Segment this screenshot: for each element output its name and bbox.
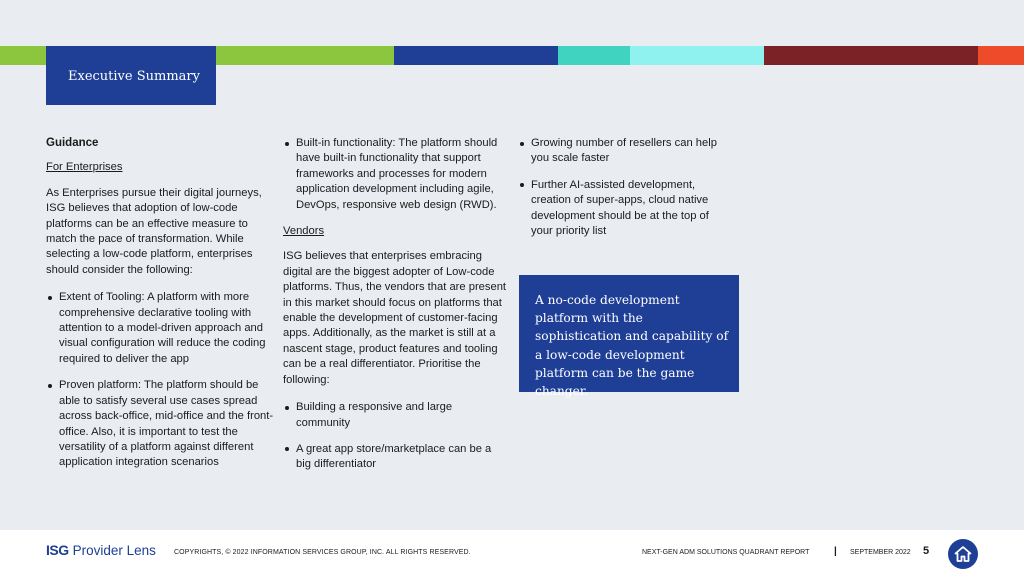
color-segment-maroon <box>764 46 978 65</box>
callout-text: A no-code development platform with the sophistication and capability of a low-code development platform can be the game changer. <box>535 293 729 399</box>
enterprises-subheading: For Enterprises <box>46 161 123 174</box>
report-title: NEXT-GEN ADM SOLUTIONS QUADRANT REPORT <box>642 549 810 556</box>
vendors-subheading: Vendors <box>283 225 325 238</box>
color-segment-blue <box>394 46 558 65</box>
section-title: Executive Summary <box>68 69 200 84</box>
vendors-bullet-list <box>283 400 507 473</box>
column-guidance <box>46 136 274 482</box>
color-segment-red <box>978 46 1024 65</box>
section-title-tab <box>46 46 216 105</box>
report-date: SEPTEMBER 2022 <box>850 549 911 556</box>
column-priorities <box>518 136 733 250</box>
list-item: Built-in functionality: The platform should have built-in functionality that support frameworks and processes for modern application development including agile, DevOps, responsive web design (RWD). <box>283 136 507 213</box>
enterprises-paragraph: As Enterprises pursue their digital journeys, ISG believes that adoption of low-code platforms can be an effective measure to match the pace of transformation. While selecting a low-code platform, enterprises should consider the following: <box>46 186 262 276</box>
list-item: Proven platform: The platform should be able to satisfy several use cases spread across back-office, mid-office and the front-office. Also, it is important to test the versatility of a platform against different application integration scenarios <box>46 378 274 470</box>
column-vendors <box>283 136 507 484</box>
footer-divider: | <box>834 546 837 557</box>
footer <box>0 530 1024 576</box>
isg-provider-lens-logo <box>46 542 156 558</box>
enterprises-bullet-list <box>46 290 274 470</box>
vendors-paragraph: ISG believes that enterprises embracing digital are the biggest adopter of Low-code platforms. Thus, the vendors that are present in this market should focus on platforms that enable the development of customer-facing apps. Additionally, as the market is still at a nascent stage, product features and tooling can be a real differentiator. Prioritise the following: <box>283 250 507 386</box>
list-item: Building a responsive and large community <box>283 400 507 431</box>
priorities-bullet-list <box>518 136 733 239</box>
guidance-heading: Guidance <box>46 137 99 149</box>
page-number: 5 <box>923 545 930 557</box>
callout-box <box>519 275 739 399</box>
list-item: Extent of Tooling: A platform with more comprehensive declarative tooling with attention to a model-driven approach and visual configuration will reduce the coding required to deliver the app <box>46 290 274 367</box>
color-segment-teal <box>558 46 630 65</box>
home-icon <box>954 545 972 563</box>
copyright-text: COPYRIGHTS, © 2022 INFORMATION SERVICES GROUP, INC. ALL RIGHTS RESERVED. <box>174 549 471 556</box>
list-item: Further AI-assisted development, creation of super-apps, cloud native development should be at the top of your priority list <box>518 178 733 240</box>
list-item: A great app store/marketplace can be a big differentiator <box>283 442 507 473</box>
logo-product-text: Provider Lens <box>72 543 156 558</box>
functionality-bullet-list <box>283 136 507 213</box>
logo-isg-text: ISG <box>46 542 69 558</box>
list-item: Growing number of resellers can help you scale faster <box>518 136 733 167</box>
color-segment-aqua <box>630 46 764 65</box>
home-button[interactable] <box>948 539 978 569</box>
